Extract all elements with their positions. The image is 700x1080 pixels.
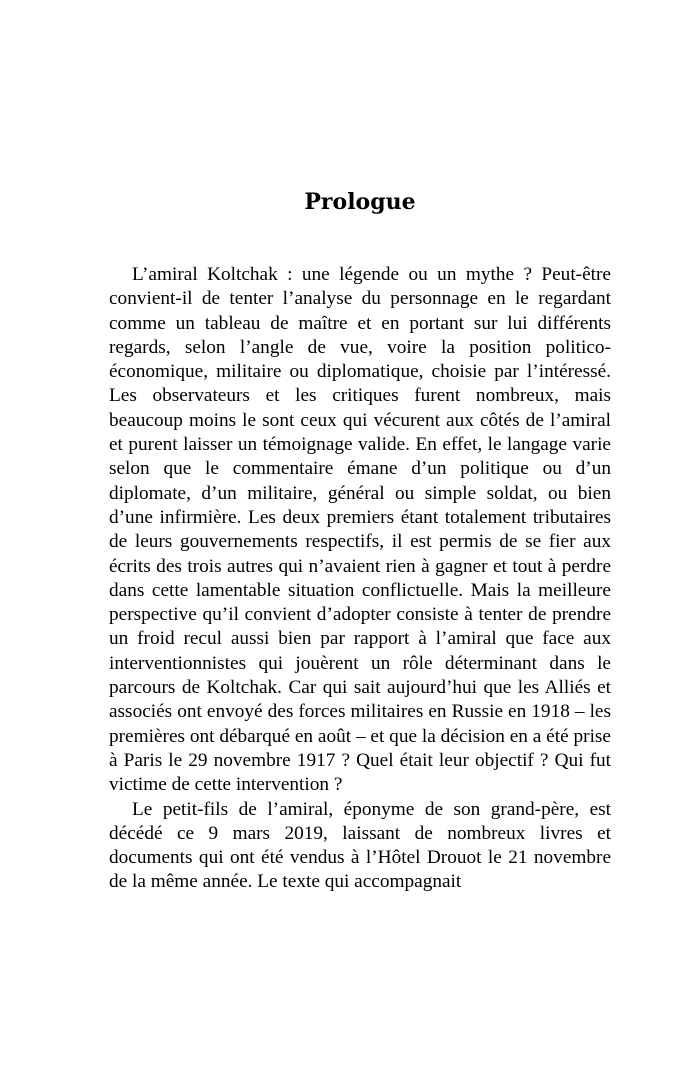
paragraph-2: Le petit-fils de l’amiral, éponyme de son grand-père, est décédé ce 9 mars 2019, laissant de nombreux livres et documents qui ont été vendus à l’Hôtel Drouot le 21 novembre de la même année. Le texte qui accompagnait (109, 798, 611, 893)
paragraph-1: L’amiral Koltchak : une légende ou un mythe ? Peut-être convient-il de tenter l’analyse du personnage en le regardant comme un tableau de maître et en portant sur lui différents regards, selon l’angle de vue, voire la position politico-économique, militaire ou diplomatique, choisie par l’intéressé. Les observateurs et les critiques furent nombreux, mais beaucoup moins le sont ceux qui vécurent aux côtés de l’amiral et purent laisser un témoignage valide. En effet, le langage varie selon que le commentaire émane d’un politique ou d’un diplomate, d’un militaire, général ou simple soldat, ou bien d’une infirmière. Les deux premiers étant totalement tributaires de leurs gouvernements respectifs, il est permis de se fier aux écrits des trois autres qui n’avaient rien à gagner et tout à perdre dans cette lamentable situation conflictuelle. Mais la meilleure perspective qu’il convient d’adopter consiste à tenter de prendre un froid recul aussi bien par rapport à l’amiral que face aux interventionnistes qui jouèrent un rôle déterminant dans le parcours de Koltchak. Car qui sait aujourd’hui que les Alliés et associés ont envoyé des forces militaires en Russie en 1918 – les premières ont débarqué en août – et que la décision en a été prise à Paris le 29 novembre 1917 ? Quel était leur objectif ? Qui fut victime de cette intervention ? (109, 264, 611, 796)
body-text (109, 263, 611, 895)
chapter-title: Prologue (304, 189, 416, 215)
